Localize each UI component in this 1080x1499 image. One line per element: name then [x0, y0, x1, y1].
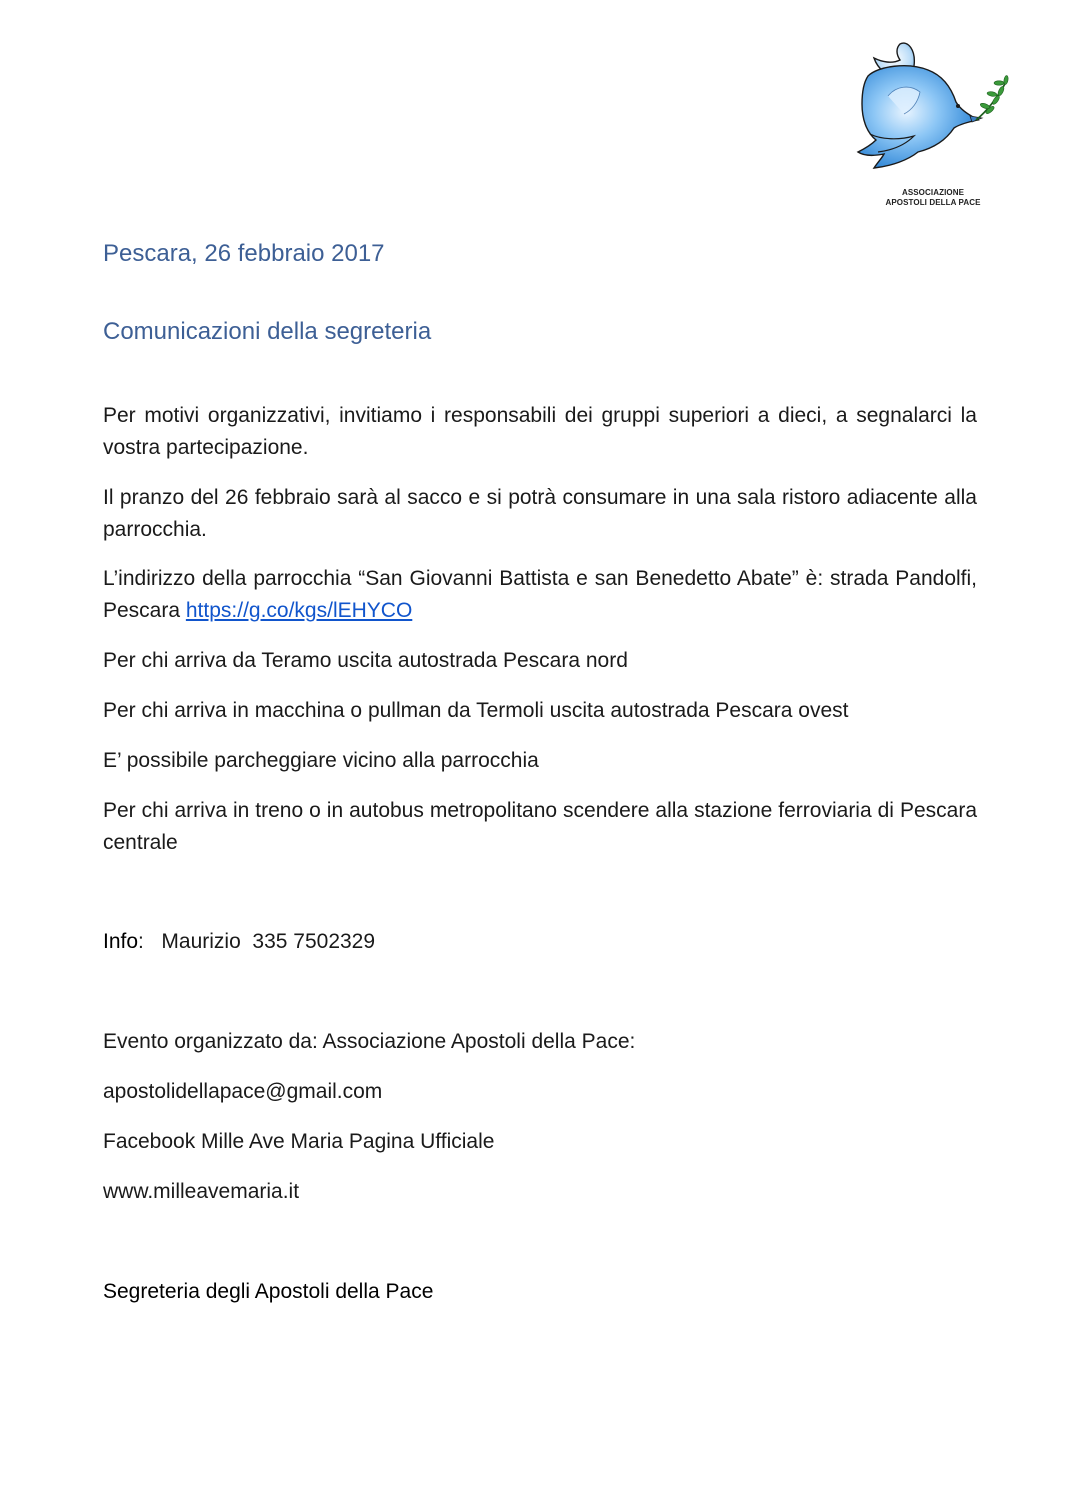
organizer-email: apostolidellapace@gmail.com [103, 1080, 383, 1103]
section-title: Comunicazioni della segreteria [103, 318, 432, 345]
logo-caption-line1: ASSOCIAZIONE [901, 188, 965, 197]
signature: Segreteria degli Apostoli della Pace [103, 1280, 434, 1303]
association-logo [848, 36, 1018, 216]
paragraph-train: Per chi arriva in treno o in autobus metropolitano scendere alla stazione ferroviaria di Pescara centrale [103, 799, 977, 854]
address-text: L’indirizzo della parrocchia “San Giovanni Battista e san Benedetto Abate” è: strada Pandolfi, Pescara [103, 567, 977, 622]
paragraph-address [103, 563, 977, 627]
logo-caption [848, 188, 1018, 208]
dove-with-olive-branch-icon [848, 36, 1018, 186]
paragraph-teramo: Per chi arriva da Teramo uscita autostrada Pescara nord [103, 649, 628, 672]
info-label: Info [103, 930, 139, 953]
info-colon: : [138, 930, 144, 953]
logo-caption-line2: APOSTOLI DELLA PACE [885, 198, 981, 207]
paragraph-lunch: Il pranzo del 26 febbraio sarà al sacco e si potrà consumare in una sala ristoro adiacente alla parrocchia. [103, 486, 977, 541]
info-contact: Maurizio 335 7502329 [161, 930, 376, 953]
organizer-line: Evento organizzato da: Associazione Apostoli della Pace: [103, 1030, 636, 1053]
paragraph-participation: Per motivi organizzativi, invitiamo i responsabili dei gruppi superiori a dieci, a segnalarci la vostra partecipazione. [103, 404, 977, 459]
paragraph-termoli: Per chi arriva in macchina o pullman da Termoli uscita autostrada Pescara ovest [103, 699, 849, 722]
paragraph-parking: E’ possibile parcheggiare vicino alla parrocchia [103, 749, 539, 772]
date-heading: Pescara, 26 febbraio 2017 [103, 240, 385, 267]
organizer-website: www.milleavemaria.it [103, 1180, 300, 1203]
organizer-facebook: Facebook Mille Ave Maria Pagina Ufficiale [103, 1130, 495, 1153]
map-link[interactable]: https://g.co/kgs/lEHYCO [185, 599, 413, 622]
info-line [103, 926, 977, 958]
